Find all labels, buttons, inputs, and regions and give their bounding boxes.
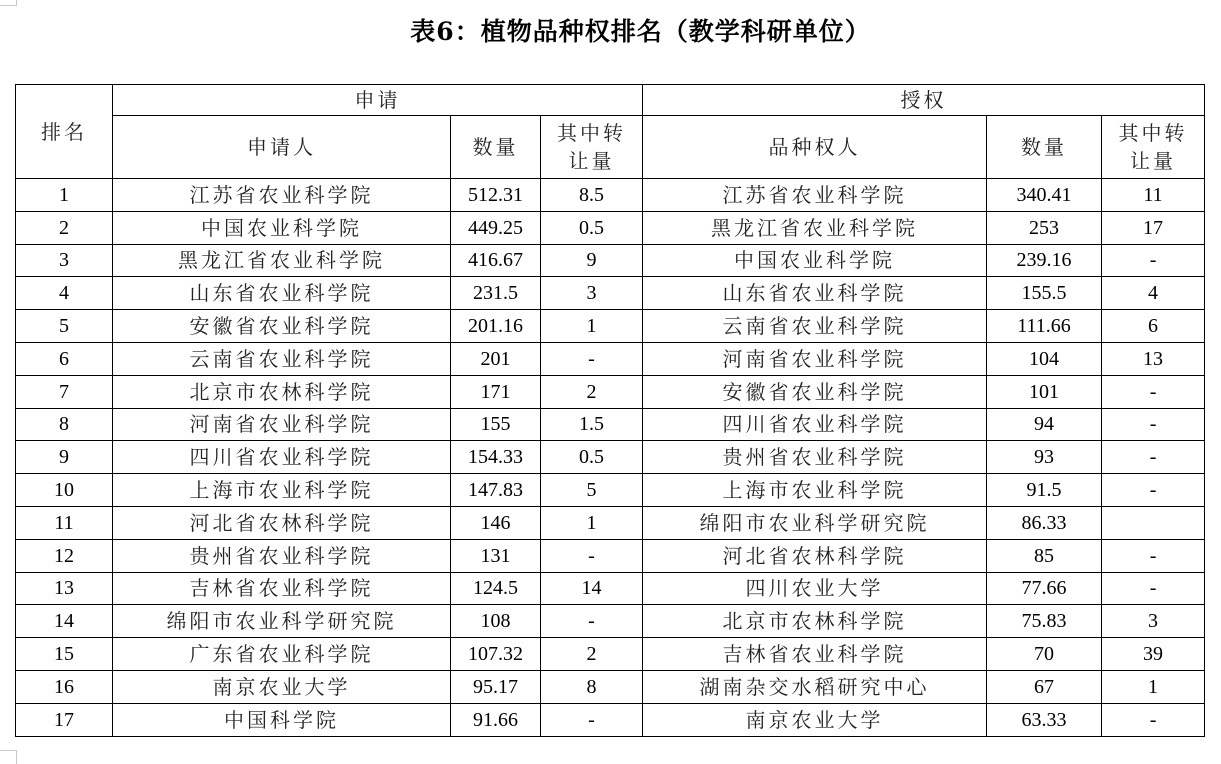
- table-row: [16, 474, 1205, 507]
- app-quantity-cell: 201.16: [451, 310, 541, 343]
- grant-quantity-cell: 340.41: [987, 179, 1102, 212]
- applicant-cell: 四川省农业科学院: [113, 441, 451, 474]
- header-application-group: 申请: [113, 85, 643, 116]
- rank-cell: 16: [16, 670, 113, 703]
- grantee-cell: 河南省农业科学院: [643, 342, 987, 375]
- header-grant-transfer-line2: 让量: [1130, 149, 1177, 173]
- app-transfer-cell: -: [541, 539, 643, 572]
- grant-quantity-cell: 77.66: [987, 572, 1102, 605]
- grantee-cell: 湖南杂交水稻研究中心: [643, 670, 987, 703]
- applicant-cell: 河北省农林科学院: [113, 506, 451, 539]
- app-quantity-cell: 131: [451, 539, 541, 572]
- applicant-cell: 中国农业科学院: [113, 211, 451, 244]
- app-quantity-cell: 146: [451, 506, 541, 539]
- rank-cell: 5: [16, 310, 113, 343]
- app-quantity-cell: 231.5: [451, 277, 541, 310]
- app-transfer-cell: 8: [541, 670, 643, 703]
- rank-cell: 2: [16, 211, 113, 244]
- app-quantity-cell: 91.66: [451, 703, 541, 736]
- app-quantity-cell: 107.32: [451, 638, 541, 671]
- table-row: [16, 572, 1205, 605]
- grant-transfer-cell: [1102, 506, 1205, 539]
- app-transfer-cell: 14: [541, 572, 643, 605]
- table-row: [16, 375, 1205, 408]
- grantee-cell: 河北省农林科学院: [643, 539, 987, 572]
- grantee-cell: 上海市农业科学院: [643, 474, 987, 507]
- grant-quantity-cell: 239.16: [987, 244, 1102, 277]
- rank-cell: 13: [16, 572, 113, 605]
- rank-cell: 7: [16, 375, 113, 408]
- grantee-cell: 四川农业大学: [643, 572, 987, 605]
- rank-cell: 17: [16, 703, 113, 736]
- app-transfer-cell: 1.5: [541, 408, 643, 441]
- header-grant-transfer-line1: 其中转: [1118, 121, 1188, 145]
- grantee-cell: 云南省农业科学院: [643, 310, 987, 343]
- header-app-transfer-line2: 让量: [568, 149, 615, 173]
- page-corner-mark-top: [0, 0, 17, 6]
- applicant-cell: 云南省农业科学院: [113, 342, 451, 375]
- grant-transfer-cell: 6: [1102, 310, 1205, 343]
- applicant-cell: 江苏省农业科学院: [113, 179, 451, 212]
- applicant-cell: 绵阳市农业科学研究院: [113, 605, 451, 638]
- page-corner-mark-bottom: [0, 750, 17, 764]
- rank-cell: 9: [16, 441, 113, 474]
- app-transfer-cell: -: [541, 605, 643, 638]
- applicant-cell: 南京农业大学: [113, 670, 451, 703]
- applicant-cell: 安徽省农业科学院: [113, 310, 451, 343]
- app-transfer-cell: 1: [541, 506, 643, 539]
- table-row: [16, 670, 1205, 703]
- applicant-cell: 山东省农业科学院: [113, 277, 451, 310]
- rank-cell: 8: [16, 408, 113, 441]
- rank-cell: 10: [16, 474, 113, 507]
- app-quantity-cell: 171: [451, 375, 541, 408]
- grant-transfer-cell: -: [1102, 441, 1205, 474]
- applicant-cell: 北京市农林科学院: [113, 375, 451, 408]
- applicant-cell: 广东省农业科学院: [113, 638, 451, 671]
- table-row: [16, 244, 1205, 277]
- grant-quantity-cell: 63.33: [987, 703, 1102, 736]
- app-quantity-cell: 154.33: [451, 441, 541, 474]
- applicant-cell: 吉林省农业科学院: [113, 572, 451, 605]
- grantee-cell: 中国农业科学院: [643, 244, 987, 277]
- table-row: [16, 211, 1205, 244]
- applicant-cell: 黑龙江省农业科学院: [113, 244, 451, 277]
- app-transfer-cell: 2: [541, 638, 643, 671]
- table-row: [16, 605, 1205, 638]
- app-quantity-cell: 124.5: [451, 572, 541, 605]
- table-row: [16, 179, 1205, 212]
- app-quantity-cell: 108: [451, 605, 541, 638]
- grant-quantity-cell: 94: [987, 408, 1102, 441]
- grantee-cell: 山东省农业科学院: [643, 277, 987, 310]
- grant-transfer-cell: -: [1102, 474, 1205, 507]
- app-transfer-cell: 2: [541, 375, 643, 408]
- grant-quantity-cell: 86.33: [987, 506, 1102, 539]
- rank-cell: 3: [16, 244, 113, 277]
- ranking-table: [15, 84, 1205, 737]
- grant-quantity-cell: 155.5: [987, 277, 1102, 310]
- app-transfer-cell: 5: [541, 474, 643, 507]
- grant-transfer-cell: 39: [1102, 638, 1205, 671]
- app-quantity-cell: 147.83: [451, 474, 541, 507]
- rank-cell: 6: [16, 342, 113, 375]
- rank-cell: 1: [16, 179, 113, 212]
- header-grant-quantity: 数量: [987, 116, 1102, 179]
- header-grant-transfer: [1102, 116, 1205, 179]
- grantee-cell: 北京市农林科学院: [643, 605, 987, 638]
- grant-transfer-cell: 17: [1102, 211, 1205, 244]
- header-app-transfer-line1: 其中转: [557, 121, 627, 145]
- grant-transfer-cell: -: [1102, 539, 1205, 572]
- grant-transfer-cell: 1: [1102, 670, 1205, 703]
- applicant-cell: 河南省农业科学院: [113, 408, 451, 441]
- grant-transfer-cell: 4: [1102, 277, 1205, 310]
- grant-quantity-cell: 75.83: [987, 605, 1102, 638]
- header-grantee: 品种权人: [643, 116, 987, 179]
- table-row: [16, 638, 1205, 671]
- grant-quantity-cell: 253: [987, 211, 1102, 244]
- applicant-cell: 贵州省农业科学院: [113, 539, 451, 572]
- applicant-cell: 中国科学院: [113, 703, 451, 736]
- grant-transfer-cell: 3: [1102, 605, 1205, 638]
- table-title: 表6：植物品种权排名（教学科研单位）: [410, 17, 871, 46]
- app-transfer-cell: 3: [541, 277, 643, 310]
- header-applicant: 申请人: [113, 116, 451, 179]
- app-transfer-cell: -: [541, 342, 643, 375]
- app-quantity-cell: 416.67: [451, 244, 541, 277]
- rank-cell: 12: [16, 539, 113, 572]
- grant-quantity-cell: 85: [987, 539, 1102, 572]
- table-body: [16, 179, 1205, 737]
- rank-cell: 15: [16, 638, 113, 671]
- grant-transfer-cell: 11: [1102, 179, 1205, 212]
- rank-cell: 14: [16, 605, 113, 638]
- grantee-cell: 吉林省农业科学院: [643, 638, 987, 671]
- grantee-cell: 南京农业大学: [643, 703, 987, 736]
- grantee-cell: 安徽省农业科学院: [643, 375, 987, 408]
- app-quantity-cell: 512.31: [451, 179, 541, 212]
- table-row: [16, 408, 1205, 441]
- grant-transfer-cell: -: [1102, 703, 1205, 736]
- grantee-cell: 绵阳市农业科学研究院: [643, 506, 987, 539]
- grant-quantity-cell: 104: [987, 342, 1102, 375]
- grant-transfer-cell: -: [1102, 572, 1205, 605]
- header-rank: 排名: [16, 85, 113, 179]
- app-quantity-cell: 95.17: [451, 670, 541, 703]
- header-app-transfer: [541, 116, 643, 179]
- rank-cell: 11: [16, 506, 113, 539]
- app-quantity-cell: 155: [451, 408, 541, 441]
- table-row: [16, 539, 1205, 572]
- grantee-cell: 江苏省农业科学院: [643, 179, 987, 212]
- rank-cell: 4: [16, 277, 113, 310]
- app-transfer-cell: 1: [541, 310, 643, 343]
- grant-quantity-cell: 93: [987, 441, 1102, 474]
- table-row: [16, 506, 1205, 539]
- app-quantity-cell: 449.25: [451, 211, 541, 244]
- grant-transfer-cell: -: [1102, 375, 1205, 408]
- grant-quantity-cell: 101: [987, 375, 1102, 408]
- app-transfer-cell: -: [541, 703, 643, 736]
- grant-transfer-cell: -: [1102, 408, 1205, 441]
- table-row: [16, 310, 1205, 343]
- app-transfer-cell: 0.5: [541, 441, 643, 474]
- grant-quantity-cell: 91.5: [987, 474, 1102, 507]
- table-row: [16, 703, 1205, 736]
- app-transfer-cell: 8.5: [541, 179, 643, 212]
- grant-quantity-cell: 111.66: [987, 310, 1102, 343]
- grant-quantity-cell: 67: [987, 670, 1102, 703]
- header-grant-group: 授权: [643, 85, 1205, 116]
- grant-transfer-cell: -: [1102, 244, 1205, 277]
- table-row: [16, 441, 1205, 474]
- app-transfer-cell: 0.5: [541, 211, 643, 244]
- grantee-cell: 黑龙江省农业科学院: [643, 211, 987, 244]
- table-row: [16, 277, 1205, 310]
- table-row: [16, 342, 1205, 375]
- grantee-cell: 贵州省农业科学院: [643, 441, 987, 474]
- applicant-cell: 上海市农业科学院: [113, 474, 451, 507]
- grant-quantity-cell: 70: [987, 638, 1102, 671]
- grantee-cell: 四川省农业科学院: [643, 408, 987, 441]
- app-transfer-cell: 9: [541, 244, 643, 277]
- app-quantity-cell: 201: [451, 342, 541, 375]
- grant-transfer-cell: 13: [1102, 342, 1205, 375]
- header-app-quantity: 数量: [451, 116, 541, 179]
